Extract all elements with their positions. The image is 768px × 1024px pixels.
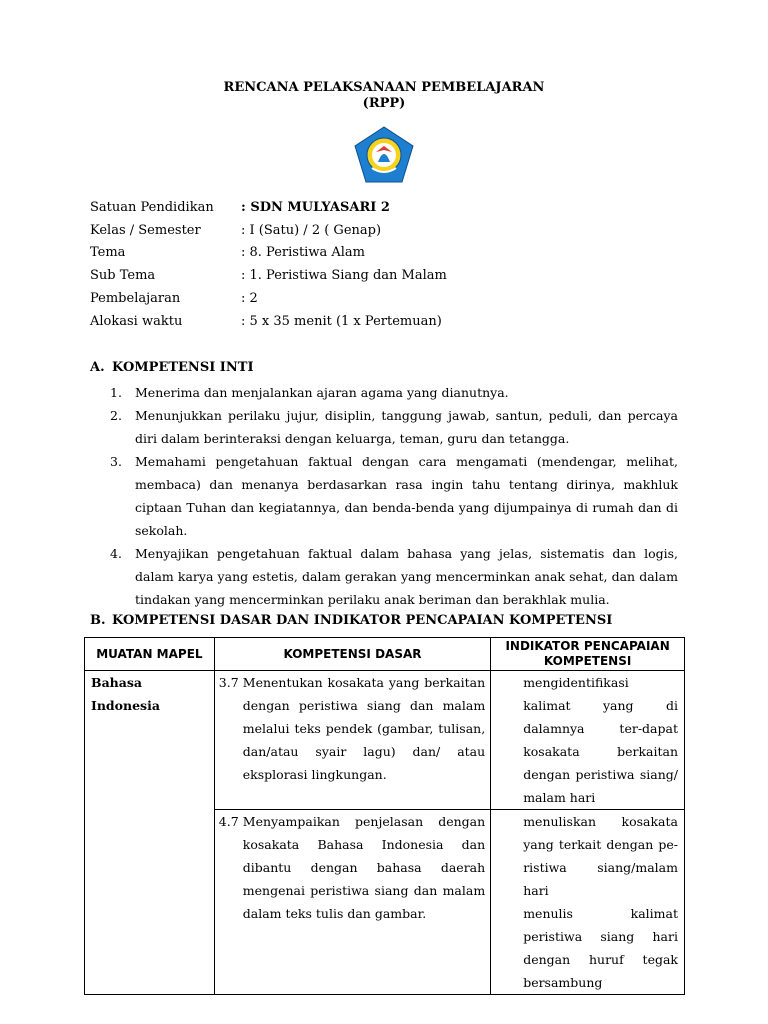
checkbox-bullet-icon <box>491 671 523 809</box>
indicator-text: mengidentifikasi kalimat yang di dalamnya ter-dapat kosakata berkaitan dengan peristiwa siang/ malam hari <box>523 675 678 805</box>
document-subtitle: (RPP) <box>362 96 406 111</box>
list-text: Menerima dan menjalankan ajaran agama yang dianutnya. <box>135 385 509 400</box>
identity-value: : 5 x 35 menit (1 x Pertemuan) <box>241 314 442 329</box>
table-header-row <box>85 638 685 671</box>
tut-wuri-handayani-logo <box>350 124 418 188</box>
list-item <box>110 381 678 404</box>
list-text: Menunjukkan perilaku jujur, disiplin, tanggung jawab, santun, peduli, dan percaya diri dalam berinteraksi dengan keluarga, teman, guru dan tetangga. <box>135 408 678 446</box>
kd-cell <box>214 810 490 995</box>
indicator-text: menuliskan kosakata yang terkait dengan pe-ristiwa siang/malam hari <box>523 814 678 898</box>
section-title: KOMPETENSI INTI <box>112 360 254 375</box>
list-item <box>110 450 678 542</box>
kd-code: 3.7 <box>218 675 239 690</box>
identity-label: Kelas / Semester <box>90 223 201 238</box>
section-b-heading <box>90 613 612 628</box>
section-letter: B. <box>90 613 106 628</box>
section-title: KOMPETENSI DASAR DAN INDIKATOR PENCAPAIAN KOMPETENSI <box>112 613 613 628</box>
identity-label: Pembelajaran <box>90 291 181 306</box>
list-text: Menyajikan pengetahuan faktual dalam bahasa yang jelas, sistematis dan logis, dalam karya yang estetis, dalam gerakan yang mencerminkan anak sehat, dan dalam tindakan yang mencerminkan perilaku anak beriman dan berakhlak mulia. <box>135 546 678 607</box>
header-kompetensi-dasar: KOMPETENSI DASAR <box>214 638 490 671</box>
table-row <box>85 671 685 810</box>
identity-label: Satuan Pendidikan <box>90 200 214 215</box>
indicator-item <box>491 902 684 994</box>
identity-value: : 8. Peristiwa Alam <box>241 245 365 260</box>
indicator-cell <box>491 671 685 810</box>
kd-cell <box>214 671 490 810</box>
list-number: 1. <box>110 385 122 400</box>
identity-label: Sub Tema <box>90 268 156 283</box>
list-text: Memahami pengetahuan faktual dengan cara mengamati (mendengar, melihat, membaca) dan menanya berdasarkan rasa ingin tahu tentang dirinya, makhluk ciptaan Tuhan dan kegiatannya, dan benda-benda yang dijumpainya di rumah dan di sekolah. <box>135 454 678 538</box>
identity-label: Tema <box>90 245 126 260</box>
list-item <box>110 404 678 450</box>
list-number: 2. <box>110 408 122 423</box>
section-letter: A. <box>90 360 105 375</box>
indicator-text: menulis kalimat peristiwa siang hari dengan huruf tegak bersambung <box>523 906 678 990</box>
kd-text: Menyampaikan penjelasan dengan kosakata Bahasa Indonesia dan dibantu dengan bahasa daerah mengenai peristiwa siang dan malam dalam teks tulis dan gambar. <box>242 814 486 921</box>
kompetensi-dasar-table <box>84 637 685 995</box>
document-title: RENCANA PELAKSANAAN PEMBELAJARAN <box>223 80 545 95</box>
list-number: 4. <box>110 546 122 561</box>
identity-value: : 2 <box>241 291 258 306</box>
checkbox-bullet-icon <box>491 902 523 994</box>
checkbox-bullet-icon <box>491 810 523 902</box>
indicator-item <box>491 810 684 902</box>
identity-value: : 1. Peristiwa Siang dan Malam <box>241 268 447 283</box>
list-number: 3. <box>110 454 122 469</box>
indicator-item <box>491 671 684 809</box>
kompetensi-inti-list <box>110 381 678 611</box>
identity-value: : I (Satu) / 2 ( Genap) <box>241 223 382 238</box>
identity-label: Alokasi waktu <box>90 314 183 329</box>
list-item <box>110 542 678 611</box>
mapel-cell: Bahasa Indonesia <box>85 671 215 995</box>
section-a-heading <box>90 360 254 375</box>
indicator-cell <box>491 810 685 995</box>
identity-value: : SDN MULYASARI 2 <box>241 200 390 215</box>
kd-text: Menentukan kosakata yang berkaitan dengan peristiwa siang dan malam melalui teks pendek (gambar, tulisan, dan/atau syair lagu) dan/ atau eksplorasi lingkungan. <box>242 675 486 782</box>
header-indikator: INDIKATOR PENCAPAIAN KOMPETENSI <box>491 638 685 671</box>
kd-code: 4.7 <box>218 814 239 829</box>
header-muatan-mapel: MUATAN MAPEL <box>85 638 215 671</box>
